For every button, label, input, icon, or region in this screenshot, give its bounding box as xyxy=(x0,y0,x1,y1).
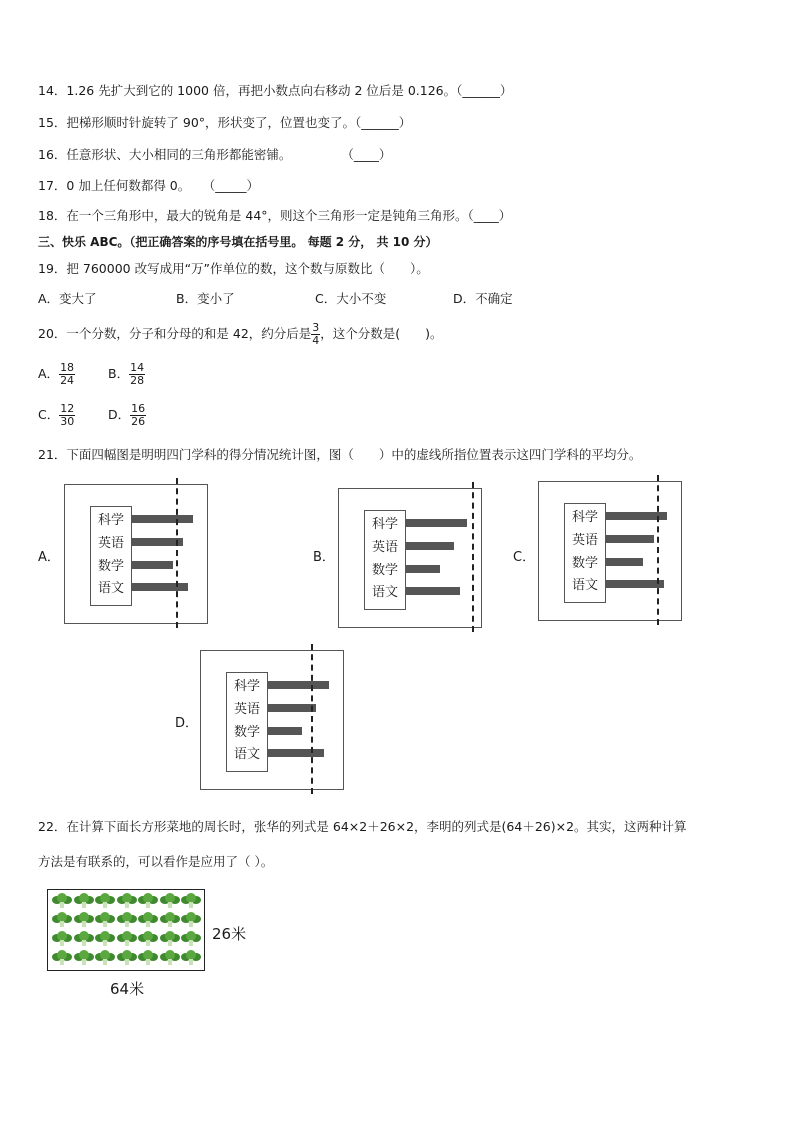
q20-option-a: A． $\frac{18}{24}$ xyxy=(38,361,75,387)
subject-label: 英语 xyxy=(371,540,398,555)
question-18: 18．在一个三角形中，最大的锐角是 44°，则这个三角形一定是钝角三角形。（____） xyxy=(38,208,512,223)
q20-fraction: $\frac{3}{4}$ xyxy=(312,321,320,347)
score-bar xyxy=(606,535,654,543)
chart-frame xyxy=(64,484,208,624)
vegetable-field xyxy=(47,889,205,971)
subject-label: 数学 xyxy=(571,556,598,571)
question-16: 16．任意形状、大小相同的三角形都能密铺。 （____） xyxy=(38,147,392,162)
score-bar xyxy=(406,587,460,595)
average-dashed-line xyxy=(311,644,313,794)
vegetable-icon xyxy=(95,912,115,928)
vegetable-icon xyxy=(74,931,94,947)
q20-suffix: ，这个分数是( )。 xyxy=(320,326,443,341)
score-bar xyxy=(268,704,316,712)
chart-c-letter: C． xyxy=(513,550,536,565)
vegetable-icon xyxy=(52,912,72,928)
vegetable-icon xyxy=(138,931,158,947)
vegetable-icon xyxy=(160,950,180,966)
subject-label-box xyxy=(564,503,606,603)
section-3-heading: 三、快乐 ABC。（把正确答案的序号填在括号里。 每题 2 分， 共 10 分） xyxy=(38,235,438,249)
vegetable-icon xyxy=(52,931,72,947)
vegetable-icon xyxy=(95,893,115,909)
subject-label: 英语 xyxy=(97,536,124,551)
subject-label-box xyxy=(90,506,132,606)
vegetable-icon xyxy=(138,950,158,966)
vegetable-icon xyxy=(117,931,137,947)
question-22-line-1: 22．在计算下面长方形菜地的周长时，张华的列式是 64×2＋26×2，李明的列式是(64＋26)×2。其实，这两种计算 xyxy=(38,819,687,834)
subject-label: 语文 xyxy=(371,585,398,600)
subject-label: 科学 xyxy=(571,510,598,525)
question-15: 15．把梯形顺时针旋转了 90°，形状变了，位置也变了。（______） xyxy=(38,115,412,130)
subject-label-box xyxy=(364,510,406,610)
subject-label: 数学 xyxy=(233,725,260,740)
subject-label: 科学 xyxy=(371,517,398,532)
vegetable-icon xyxy=(138,893,158,909)
chart-frame xyxy=(538,481,682,621)
question-21: 21．下面四幅图是明明四门学科的得分情况统计图，图（ ）中的虚线所指位置表示这四门学科的平均分。 xyxy=(38,447,642,462)
subject-label: 数学 xyxy=(371,563,398,578)
chart-frame xyxy=(338,488,482,628)
q20-option-b: B． $\frac{14}{28}$ xyxy=(108,361,145,387)
score-bar xyxy=(268,749,324,757)
score-bar xyxy=(406,542,454,550)
score-bar xyxy=(606,580,664,588)
question-17: 17．0 加上任何数都得 0。 （_____） xyxy=(38,178,260,193)
average-dashed-line xyxy=(657,475,659,625)
q20-option-c: C． $\frac{12}{30}$ xyxy=(38,402,75,428)
average-dashed-line xyxy=(472,482,474,632)
chart-d-letter: D． xyxy=(175,716,199,731)
question-14: 14．1.26 先扩大到它的 1000 倍，再把小数点向右移动 2 位后是 0.126。（______） xyxy=(38,83,513,98)
vegetable-icon xyxy=(138,912,158,928)
score-bar xyxy=(132,515,193,523)
question-19: 19．把 760000 改写成用“万”作单位的数，这个数与原数比（ ）。 xyxy=(38,261,429,276)
vegetable-icon xyxy=(160,912,180,928)
score-bar xyxy=(606,558,643,566)
subject-label: 语文 xyxy=(571,578,598,593)
vegetable-icon xyxy=(160,931,180,947)
q19-option-a: A．变大了 xyxy=(38,291,97,306)
vegetable-icon xyxy=(181,950,201,966)
subject-label: 语文 xyxy=(233,747,260,762)
question-22-line-2: 方法是有联系的，可以看作是应用了（ ）。 xyxy=(38,854,274,869)
average-dashed-line xyxy=(176,478,178,628)
vegetable-icon xyxy=(95,950,115,966)
vegetable-icon xyxy=(117,893,137,909)
vegetable-icon xyxy=(52,950,72,966)
vegetable-icon xyxy=(181,893,201,909)
subject-label: 科学 xyxy=(233,679,260,694)
vegetable-icon xyxy=(74,893,94,909)
chart-b-letter: B． xyxy=(313,550,335,565)
vegetable-icon xyxy=(117,912,137,928)
subject-label: 语文 xyxy=(97,581,124,596)
vegetable-icon xyxy=(74,912,94,928)
score-bar xyxy=(406,519,467,527)
vegetable-icon xyxy=(74,950,94,966)
score-bar xyxy=(406,565,440,573)
score-bar xyxy=(268,681,329,689)
q19-option-c: C．大小不变 xyxy=(315,291,387,306)
chart-frame xyxy=(200,650,344,790)
chart-a-letter: A． xyxy=(38,550,60,565)
vegetable-icon xyxy=(181,912,201,928)
field-width-label: 26米 xyxy=(212,925,247,943)
vegetable-icon xyxy=(52,893,72,909)
subject-label: 科学 xyxy=(97,513,124,528)
q19-option-b: B．变小了 xyxy=(176,291,235,306)
vegetable-icon xyxy=(95,931,115,947)
vegetable-icon xyxy=(160,893,180,909)
q19-option-d: D．不确定 xyxy=(453,291,513,306)
subject-label: 英语 xyxy=(233,702,260,717)
subject-label-box xyxy=(226,672,268,772)
q20-prefix: 20．一个分数，分子和分母的和是 42，约分后是 xyxy=(38,326,312,341)
field-length-label: 64米 xyxy=(110,980,145,998)
vegetable-icon xyxy=(117,950,137,966)
subject-label: 英语 xyxy=(571,533,598,548)
question-20 xyxy=(38,322,443,347)
vegetable-icon xyxy=(181,931,201,947)
q20-option-d: D． $\frac{16}{26}$ xyxy=(108,402,146,428)
subject-label: 数学 xyxy=(97,559,124,574)
score-bar xyxy=(132,583,188,591)
score-bar xyxy=(268,727,302,735)
score-bar xyxy=(132,561,173,569)
